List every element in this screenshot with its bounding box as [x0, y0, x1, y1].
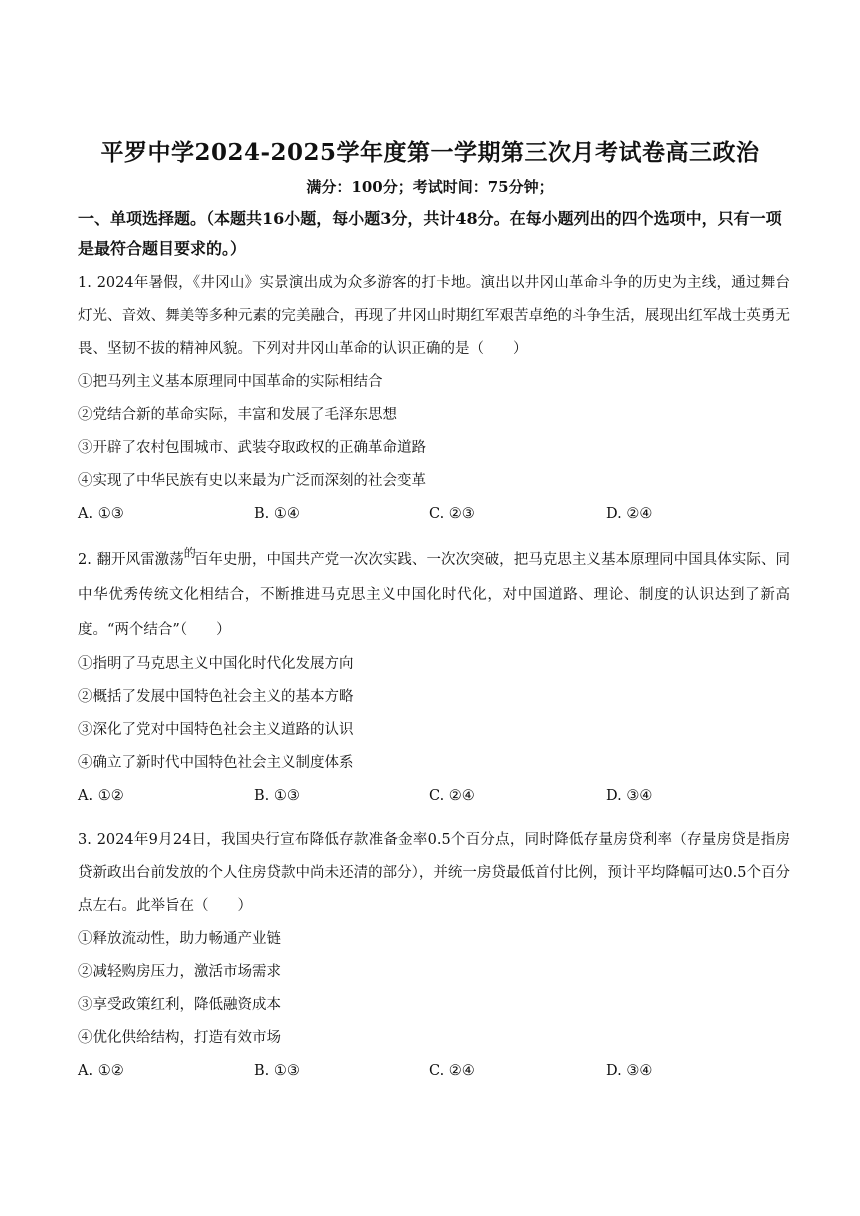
question-2 — [78, 543, 790, 813]
choice-b: B. ①③ — [254, 1063, 300, 1079]
question-3 — [78, 824, 790, 1088]
choice-b: B. ①④ — [254, 506, 300, 522]
option-1: ①把马列主义基本原理同中国革命的实际相结合 — [78, 374, 383, 390]
option-2: ②减轻购房压力，激活市场需求 — [78, 964, 281, 980]
option-4: ④实现了中华民族有史以来最为广泛而深刻的社会变革 — [78, 473, 426, 489]
answer-choices — [78, 780, 790, 813]
question-1 — [78, 267, 790, 531]
option-4: ④确立了新时代中国特色社会主义制度体系 — [78, 755, 354, 771]
option-3: ③深化了党对中国特色社会主义道路的认识 — [78, 722, 354, 738]
option-1: ①释放流动性，助力畅通产业链 — [78, 931, 281, 947]
choice-c: C. ②③ — [429, 506, 475, 522]
exam-subtitle: 满分：100分；考试时间：75分钟； — [306, 178, 554, 196]
stem-superscript: 的 — [183, 546, 196, 560]
exam-title: 平罗中学2024-2025学年度第一学期第三次月考试卷高三政治 — [100, 139, 760, 166]
choice-c: C. ②④ — [429, 1063, 475, 1079]
question-stem — [78, 543, 790, 648]
choice-d: D. ②④ — [606, 506, 653, 522]
choice-b: B. ①③ — [254, 788, 300, 804]
question-stem: 3. 2024年9月24日，我国央行宣布降低存款准备金率0.5个百分点，同时降低存量房贷利率（存量房贷是指房贷新政出台前发放的个人住房贷款中尚未还清的部分），并统一房贷最低首付比例，预计平均降幅可达0.5个百分点左右。此举旨在（ ） — [78, 832, 790, 914]
stem-prefix: 2. 翻开风雷激荡 — [78, 552, 184, 568]
choice-c: C. ②④ — [429, 788, 475, 804]
option-3: ③开辟了农村包围城市、武装夺取政权的正确革命道路 — [78, 440, 426, 456]
option-2: ②党结合新的革命实际，丰富和发展了毛泽东思想 — [78, 407, 397, 423]
stem-body: 百年史册，中国共产党一次次实践、一次次突破，把马克思主义基本原理同中国具体实际、同中华优秀传统文化相结合，不断推进马克思主义中国化时代化，对中国道路、理论、制度的认识达到了新高度。“两个结合”（ ） — [78, 552, 790, 638]
section-heading: 一、单项选择题。（本题共16小题，每小题3分，共计48分。在每小题列出的四个选项中，只有一项是最符合题目要求的。） — [78, 209, 782, 258]
choice-a: A. ①② — [78, 788, 124, 804]
choice-a: A. ①② — [78, 1063, 124, 1079]
choice-a: A. ①③ — [78, 506, 124, 522]
question-stem: 1. 2024年暑假，《井冈山》实景演出成为众多游客的打卡地。演出以井冈山革命斗争的历史为主线，通过舞台灯光、音效、舞美等多种元素的完美融合，再现了井冈山时期红军艰苦卓绝的斗争生活，展现出红军战士英勇无畏、坚韧不拔的精神风貌。下列对井冈山革命的认识正确的是（ ） — [78, 275, 790, 357]
choice-d: D. ③④ — [606, 1063, 653, 1079]
option-2: ②概括了发展中国特色社会主义的基本方略 — [78, 689, 354, 705]
answer-choices — [78, 1055, 790, 1088]
option-3: ③享受政策红利，降低融资成本 — [78, 997, 281, 1013]
option-1: ①指明了马克思主义中国化时代化发展方向 — [78, 656, 354, 672]
choice-d: D. ③④ — [606, 788, 653, 804]
option-4: ④优化供给结构，打造有效市场 — [78, 1030, 281, 1046]
answer-choices — [78, 498, 790, 531]
